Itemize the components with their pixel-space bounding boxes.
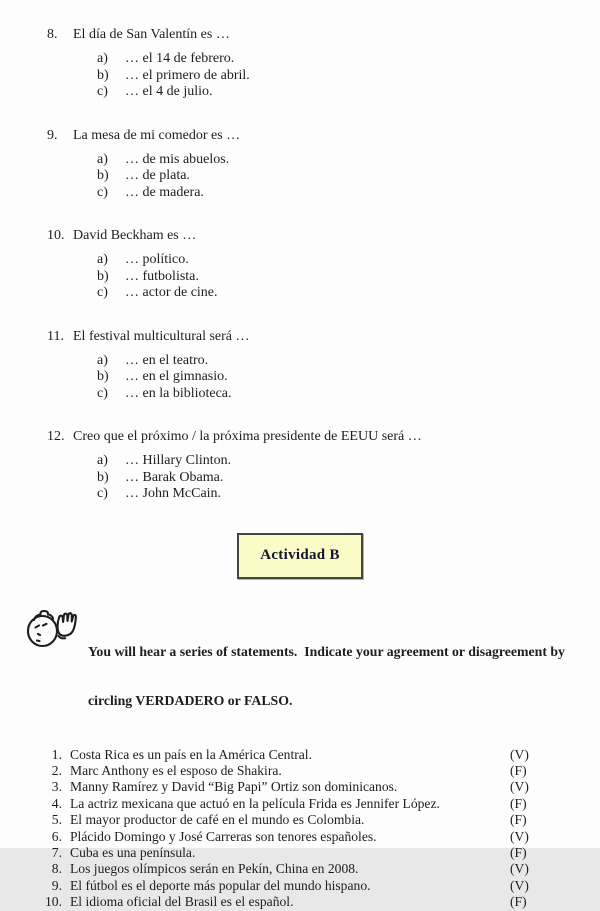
option-letter: a) bbox=[97, 151, 108, 167]
option-text: … el 4 de julio. bbox=[125, 84, 213, 99]
statement-answer: (F) bbox=[510, 894, 527, 910]
option-c bbox=[97, 185, 600, 202]
question-text: El festival multicultural será … bbox=[73, 328, 250, 344]
statement-2 bbox=[42, 763, 590, 779]
statement-answer: (V) bbox=[510, 779, 529, 795]
question-text: Creo que el próximo / la próxima presidente de EEUU será … bbox=[73, 429, 422, 444]
statement-answer: (V) bbox=[510, 746, 529, 762]
option-text: … en la biblioteca. bbox=[125, 385, 232, 401]
statement-number: 2. bbox=[51, 762, 62, 778]
statement-text: La actriz mexicana que actuó en la película Frida es Jennifer López. bbox=[70, 795, 440, 811]
statement-3 bbox=[42, 779, 590, 795]
statement-9 bbox=[42, 878, 590, 894]
question-11 bbox=[47, 328, 600, 403]
option-text: … en el teatro. bbox=[125, 352, 209, 368]
option-text: … político. bbox=[125, 252, 189, 267]
statement-8 bbox=[42, 861, 590, 877]
statement-number: 3. bbox=[51, 779, 62, 795]
answer-options bbox=[97, 51, 600, 101]
option-letter: c) bbox=[97, 84, 108, 99]
question-9 bbox=[47, 127, 600, 202]
option-text: … de madera. bbox=[125, 184, 204, 200]
question-text: El día de San Valentín es … bbox=[73, 27, 230, 42]
option-letter: c) bbox=[97, 285, 108, 300]
listening-instructions-section bbox=[25, 605, 600, 743]
question-number: 8. bbox=[47, 27, 58, 42]
statement-text: El mayor productor de café en el mundo es Colombia. bbox=[70, 812, 365, 828]
statement-number: 7. bbox=[51, 844, 62, 860]
statement-10 bbox=[42, 894, 590, 910]
statement-number: 5. bbox=[51, 812, 62, 828]
option-a bbox=[97, 453, 600, 470]
question-number: 9. bbox=[47, 127, 58, 143]
statement-answer: (F) bbox=[510, 844, 527, 860]
instructions-line-2: circling VERDADERO or FALSO. bbox=[88, 693, 293, 708]
option-a bbox=[97, 152, 600, 169]
statement-text: El idioma oficial del Brasil es el español. bbox=[70, 894, 294, 910]
statement-text: Marc Anthony es el esposo de Shakira. bbox=[70, 762, 282, 778]
statements-list bbox=[0, 747, 600, 911]
activity-b-label: Actividad B bbox=[260, 547, 340, 563]
statement-1 bbox=[42, 747, 590, 763]
option-a bbox=[97, 252, 600, 269]
option-c bbox=[97, 386, 600, 403]
answer-options bbox=[97, 453, 600, 503]
statement-number: 10. bbox=[45, 894, 62, 910]
option-text: … Hillary Clinton. bbox=[125, 453, 232, 468]
option-text: … futbolista. bbox=[125, 268, 199, 284]
option-b bbox=[97, 68, 600, 85]
question-number: 10. bbox=[47, 228, 65, 243]
question-12 bbox=[47, 428, 600, 503]
answer-options bbox=[97, 353, 600, 403]
statement-answer: (V) bbox=[510, 861, 529, 877]
statement-text: Manny Ramírez y David “Big Papi” Ortiz son dominicanos. bbox=[70, 779, 398, 795]
option-letter: b) bbox=[97, 469, 109, 485]
statement-answer: (V) bbox=[510, 877, 529, 893]
option-b bbox=[97, 470, 600, 487]
option-letter: b) bbox=[97, 369, 109, 384]
activity-b-banner bbox=[237, 533, 363, 579]
answer-options bbox=[97, 252, 600, 302]
statement-7 bbox=[42, 845, 590, 861]
question-number: 12. bbox=[47, 429, 65, 444]
question-number: 11. bbox=[47, 328, 64, 344]
statement-text: Plácido Domingo y José Carreras son tenores españoles. bbox=[70, 828, 377, 844]
option-letter: b) bbox=[97, 67, 109, 83]
question-10 bbox=[47, 227, 600, 302]
answer-options bbox=[97, 152, 600, 202]
option-text: … el 14 de febrero. bbox=[125, 51, 235, 66]
option-text: … el primero de abril. bbox=[125, 67, 250, 83]
question-text: La mesa de mi comedor es … bbox=[73, 127, 241, 143]
statement-answer: (F) bbox=[510, 762, 527, 778]
option-b bbox=[97, 168, 600, 185]
option-letter: a) bbox=[97, 352, 108, 368]
option-letter: c) bbox=[97, 486, 108, 501]
statement-text: El fútbol es el deporte más popular del mundo hispano. bbox=[70, 877, 371, 893]
option-letter: a) bbox=[97, 252, 108, 267]
statement-number: 6. bbox=[51, 828, 62, 844]
statement-number: 1. bbox=[51, 746, 62, 762]
statement-number: 9. bbox=[51, 877, 62, 893]
listening-ear-hand-icon bbox=[25, 603, 88, 743]
option-c bbox=[97, 84, 600, 101]
option-c bbox=[97, 486, 600, 503]
statement-answer: (F) bbox=[510, 795, 527, 811]
option-a bbox=[97, 353, 600, 370]
statement-5 bbox=[42, 812, 590, 828]
statement-text: Los juegos olímpicos serán en Pekín, China en 2008. bbox=[70, 861, 359, 877]
statement-answer: (F) bbox=[510, 812, 527, 828]
question-8 bbox=[47, 26, 600, 101]
statement-text: Cuba es una península. bbox=[70, 844, 196, 860]
option-b bbox=[97, 369, 600, 386]
option-b bbox=[97, 269, 600, 286]
statement-text: Costa Rica es un país en la América Central. bbox=[70, 746, 312, 762]
listening-instructions bbox=[88, 605, 578, 743]
statement-number: 4. bbox=[51, 795, 62, 811]
option-letter: b) bbox=[97, 168, 109, 183]
instructions-line-1: You will hear a series of statements. Indicate your agreement or disagreement by bbox=[88, 643, 565, 659]
option-c bbox=[97, 285, 600, 302]
option-text: … John McCain. bbox=[125, 486, 222, 501]
option-text: … Barak Obama. bbox=[125, 469, 224, 485]
option-letter: c) bbox=[97, 184, 108, 200]
option-letter: a) bbox=[97, 51, 108, 66]
question-text: David Beckham es … bbox=[73, 228, 197, 243]
statement-number: 8. bbox=[51, 861, 62, 877]
option-text: … de plata. bbox=[125, 168, 190, 183]
statement-4 bbox=[42, 796, 590, 812]
statement-6 bbox=[42, 829, 590, 845]
option-a bbox=[97, 51, 600, 68]
option-text: … actor de cine. bbox=[125, 285, 218, 300]
option-letter: a) bbox=[97, 453, 108, 468]
option-letter: b) bbox=[97, 268, 109, 284]
option-letter: c) bbox=[97, 385, 108, 401]
option-text: … de mis abuelos. bbox=[125, 151, 230, 167]
statement-answer: (V) bbox=[510, 828, 529, 844]
option-text: … en el gimnasio. bbox=[125, 369, 228, 384]
